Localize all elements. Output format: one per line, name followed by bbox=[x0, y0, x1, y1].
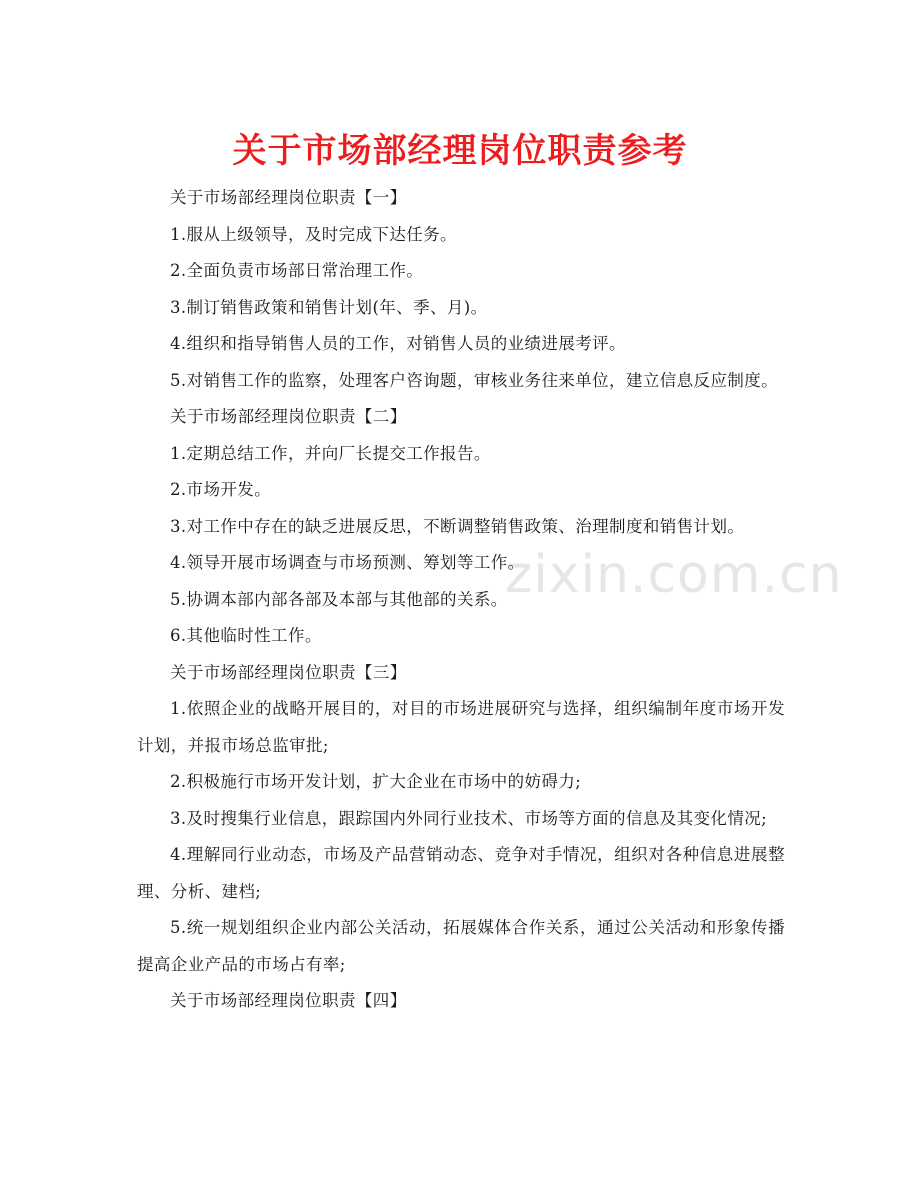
document-body bbox=[137, 180, 785, 1020]
paragraph: 4.组织和指导销售人员的工作，对销售人员的业绩进展考评。 bbox=[170, 334, 626, 353]
section-heading-4: 关于市场部经理岗位职责【四】 bbox=[170, 991, 407, 1010]
paragraph: 2.全面负责市场部日常治理工作。 bbox=[170, 261, 424, 280]
paragraph: 5.统一规划组织企业内部公关活动，拓展媒体合作关系，通过公关活动和形象传播提高企业产品的市场占有率; bbox=[137, 918, 785, 974]
section-heading-3: 关于市场部经理岗位职责【三】 bbox=[170, 662, 407, 682]
paragraph: 1.服从上级领导，及时完成下达任务。 bbox=[170, 224, 457, 244]
document-title: 关于市场部经理岗位职责参考 bbox=[232, 131, 688, 171]
paragraph: 1.定期总结工作，并向厂长提交工作报告。 bbox=[170, 443, 491, 463]
paragraph: 1.依照企业的战略开展目的，对目的市场进展研究与选择，组织编制年度市场开发计划，并报市场总监审批; bbox=[137, 699, 785, 755]
section-heading-2: 关于市场部经理岗位职责【二】 bbox=[170, 407, 407, 426]
paragraph: 5.对销售工作的监察，处理客户咨询题，审核业务往来单位，建立信息反应制度。 bbox=[170, 370, 779, 390]
paragraph: 4.理解同行业动态，市场及产品营销动态、竞争对手情况，组织对各种信息进展整理、分析、建档; bbox=[137, 845, 785, 901]
paragraph: 2.市场开发。 bbox=[170, 480, 272, 499]
paragraph: 4.领导开展市场调查与市场预测、筹划等工作。 bbox=[170, 553, 525, 572]
paragraph: 3.对工作中存在的缺乏进展反思，不断调整销售政策、治理制度和销售计划。 bbox=[170, 516, 745, 536]
paragraph: 3.制订销售政策和销售计划(年、季、月)。 bbox=[170, 297, 488, 317]
section-heading-1: 关于市场部经理岗位职责【一】 bbox=[170, 188, 407, 207]
paragraph: 6.其他临时性工作。 bbox=[170, 626, 322, 645]
paragraph: 3.及时搜集行业信息，跟踪国内外同行业技术、市场等方面的信息及其变化情况; bbox=[170, 808, 768, 828]
watermark: zixin.com.cn bbox=[505, 545, 843, 605]
paragraph: 5.协调本部内部各部及本部与其他部的关系。 bbox=[170, 589, 508, 609]
paragraph: 2.积极施行市场开发计划，扩大企业在市场中的妨碍力; bbox=[170, 772, 582, 791]
